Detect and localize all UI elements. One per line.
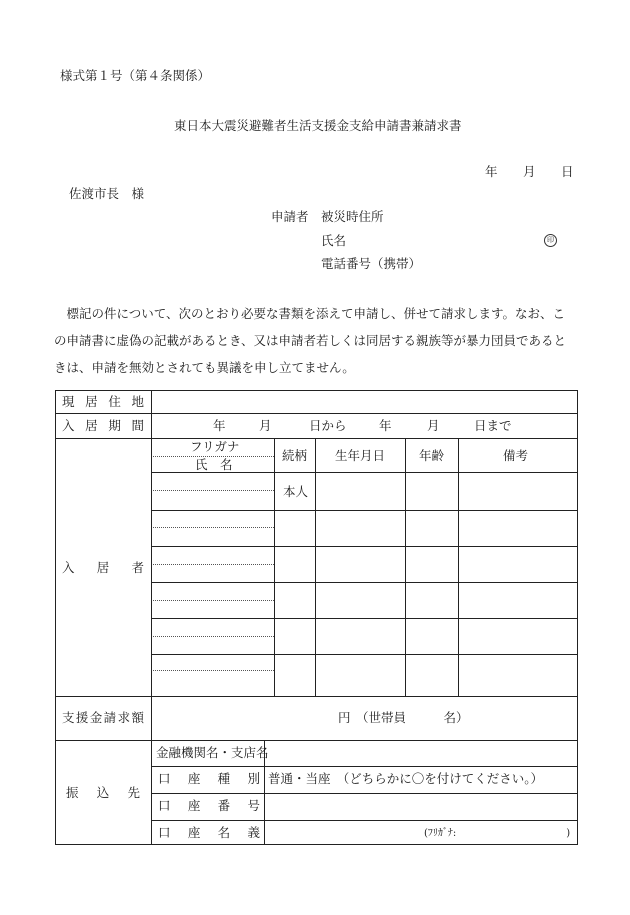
amount-yen: 円 [338,710,351,725]
declaration-line: 標記の件について、次のとおり必要な書類を添えて申請し、併せて請求します。なお、こ [54,306,566,321]
table-rule [151,510,578,511]
label-char: 番 [217,798,231,813]
period-year2: 年 [379,418,392,433]
label-char: 込 [96,785,110,800]
label-char: 求 [117,710,131,725]
table-rule [151,820,578,821]
label-char: 振 [66,785,79,800]
transfer-label [62,786,144,800]
label-char: 座 [187,771,201,786]
furigana-rule [151,564,274,565]
table-rule [458,438,459,696]
date-day: 日 [561,164,574,179]
applicant-label: 申請者 [271,209,309,224]
label-char: 座 [187,798,201,813]
label-char: 口 [158,798,171,813]
col-remarks: 備考 [503,448,529,463]
label-char: 地 [131,394,144,409]
label-char: 額 [131,710,144,725]
label-char: 援 [75,710,89,725]
furigana-rule [151,527,274,528]
label-char: 座 [187,825,201,840]
period-from: 日から [309,418,347,433]
table-rule [274,438,275,696]
current-address-field[interactable] [152,391,577,413]
amount-household: （世帯員 名） [356,710,469,725]
label-char: 入 [62,418,75,433]
table-rule [151,793,578,794]
period-year1: 年 [213,418,226,433]
label-char: 住 [108,394,121,409]
col-birthdate: 生年月日 [335,448,386,463]
table-rule [151,472,578,473]
label-char: 口 [158,771,171,786]
label-char: 号 [247,798,260,813]
table-rule [55,696,578,697]
label-char: 種 [217,771,231,786]
col-relation: 続柄 [282,448,308,463]
date-year: 年 [485,164,498,179]
label-char: 期 [108,418,121,433]
furigana-rule [151,636,274,637]
label-char: 者 [131,560,144,575]
col-age: 年齢 [419,448,445,463]
amount-label [62,711,144,725]
declaration-text [54,300,584,381]
col-name: 氏 名 [195,457,233,472]
applicant-phone-label: 電話番号（携帯） [321,256,422,271]
table-rule [55,413,578,414]
furigana-rule [151,670,274,671]
table-rule [151,618,578,619]
col-furigana: フリガナ [190,439,240,454]
label-char: 居 [85,394,98,409]
bank-label: 金融機関名・支店名 [156,745,269,760]
addressee: 佐渡市長 様 [69,186,145,201]
label-char: 名 [217,825,231,840]
label-char: 請 [103,710,117,725]
period-month1: 月 [259,418,272,433]
applicant-name-label: 氏名 [321,233,347,248]
declaration-line: の申請書に虚偽の記載があるとき、又は申請者若しくは同居する親族等が暴力団員であると [54,333,567,348]
date-month: 月 [523,164,536,179]
furigana-rule [151,490,274,491]
account-type-label [158,772,260,786]
table-rule [151,390,152,845]
form-number: 様式第１号（第４条関係） [60,68,211,83]
account-name-furigana: (ﾌﾘｶﾞﾅ: ) [424,828,571,839]
label-char: 入 [62,560,75,575]
table-rule [151,766,578,767]
residents-label [62,561,144,575]
account-type-value: 普通・当座 （どちらかに〇を付けてください。） [268,771,544,786]
table-rule [55,438,578,439]
table-rule [405,438,406,696]
period-to: 日まで [474,418,512,433]
furigana-rule [151,600,274,601]
label-char: 現 [62,394,75,409]
account-number-label [158,799,260,813]
account-name-label [158,826,260,840]
label-char: 先 [127,785,140,800]
period-label [62,419,144,433]
label-char: 居 [85,418,98,433]
current-address-label [62,395,144,409]
label-char: 居 [96,560,110,575]
table-rule [151,582,578,583]
table-rule [151,546,578,547]
table-rule [151,654,578,655]
applicant-address-label: 被災時住所 [321,209,384,224]
table-rule [315,438,316,696]
seal-mark: 印 [544,234,557,247]
form-title: 東日本大震災避難者生活支援金支給申請書兼請求書 [174,118,462,133]
period-month2: 月 [427,418,440,433]
label-char: 口 [158,825,171,840]
declaration-line: きは、申請を無効とされても異議を申し立てません。 [54,360,355,375]
label-char: 義 [247,825,260,840]
label-char: 別 [247,771,260,786]
label-char: 金 [89,710,103,725]
first-relation: 本人 [283,484,309,499]
label-char: 間 [131,418,144,433]
label-char: 支 [62,710,75,725]
table-rule [55,740,578,741]
